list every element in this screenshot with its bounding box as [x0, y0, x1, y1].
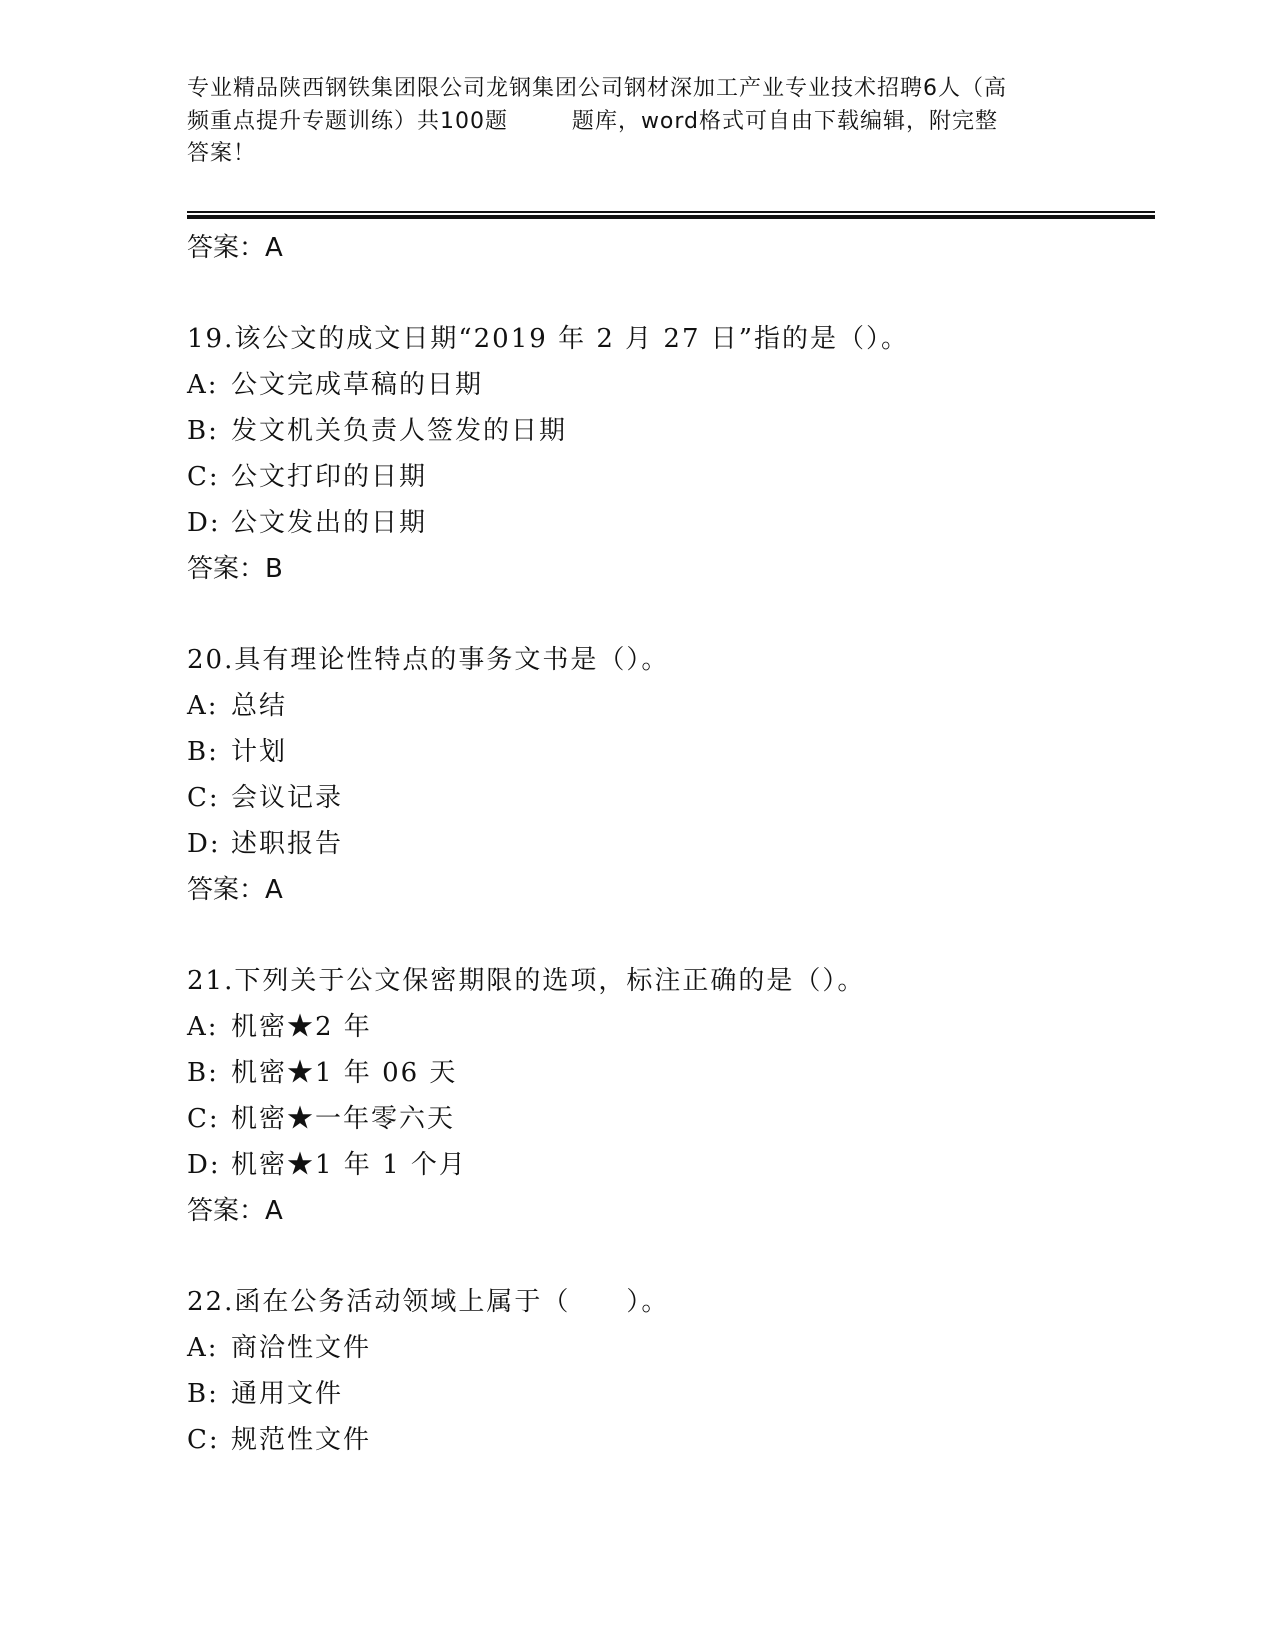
- option-b: [187, 1050, 1147, 1096]
- spacer: [187, 913, 1147, 958]
- option-text: 会议记录: [231, 783, 344, 813]
- option-text: 述职报告: [231, 829, 344, 859]
- option-letter: A:: [187, 370, 219, 400]
- spacer: [187, 1234, 1147, 1279]
- option-c: [187, 775, 1147, 821]
- option-text: 通用文件: [231, 1379, 344, 1409]
- option-a: [187, 362, 1147, 408]
- answer-line: 答案：A: [187, 875, 283, 905]
- option-d: [187, 1142, 1147, 1188]
- spacer: [187, 592, 1147, 637]
- header-divider-thick: [187, 215, 1155, 219]
- option-letter: D:: [187, 1150, 221, 1180]
- option-text: 机密★1 年 06 天: [231, 1058, 458, 1088]
- option-text: 商洽性文件: [231, 1333, 372, 1363]
- option-c: [187, 454, 1147, 500]
- header-line-3: 答案！: [187, 141, 257, 166]
- answer-line: 答案：B: [187, 554, 283, 584]
- option-d: [187, 500, 1147, 546]
- question-block: [187, 1279, 1147, 1463]
- option-text: 规范性文件: [231, 1425, 372, 1455]
- option-b: [187, 408, 1147, 454]
- question-text: 20.具有理论性特点的事务文书是（）。: [187, 645, 670, 675]
- option-letter: C:: [187, 1104, 220, 1134]
- option-letter: B:: [187, 737, 219, 767]
- option-letter: B:: [187, 1058, 219, 1088]
- question-text: 19.该公文的成文日期“2019 年 2 月 27 日”指的是（）。: [187, 324, 910, 354]
- option-text: 机密★1 年 1 个月: [231, 1150, 467, 1180]
- header-line-1: 专业精品陕西钢铁集团限公司龙钢集团公司钢材深加工产业专业技术招聘6人（高: [187, 76, 1007, 101]
- option-b: [187, 729, 1147, 775]
- question-block: [187, 637, 1147, 913]
- option-letter: C:: [187, 462, 220, 492]
- question-text: 22.函在公务活动领域上属于（ ）。: [187, 1287, 670, 1317]
- option-letter: A:: [187, 1333, 219, 1363]
- question-block: [187, 316, 1147, 592]
- option-text: 计划: [231, 737, 288, 767]
- option-c: [187, 1417, 1147, 1463]
- header-line-2: 频重点提升专题训练）共100题 题库，word格式可自由下载编辑，附完整: [187, 108, 999, 134]
- option-a: [187, 683, 1147, 729]
- option-b: [187, 1371, 1147, 1417]
- option-letter: C:: [187, 1425, 220, 1455]
- option-letter: D:: [187, 829, 221, 859]
- header-divider-thin: [187, 211, 1155, 213]
- questions-content: [187, 225, 1147, 1463]
- option-text: 公文打印的日期: [231, 462, 428, 492]
- option-text: 公文发出的日期: [231, 508, 428, 538]
- option-a: [187, 1325, 1147, 1371]
- answer-line: 答案：A: [187, 1196, 283, 1226]
- option-a: [187, 1004, 1147, 1050]
- question-text: 21.下列关于公文保密期限的选项，标注正确的是（）。: [187, 966, 866, 996]
- option-letter: B:: [187, 1379, 219, 1409]
- option-text: 机密★一年零六天: [231, 1104, 456, 1134]
- option-letter: A:: [187, 691, 219, 721]
- option-letter: C:: [187, 783, 220, 813]
- answer-line: 答案：A: [187, 233, 283, 263]
- option-letter: A:: [187, 1012, 219, 1042]
- document-header: [187, 73, 1087, 171]
- option-text: 发文机关负责人签发的日期: [231, 416, 568, 446]
- option-text: 机密★2 年: [231, 1012, 372, 1042]
- option-letter: B:: [187, 416, 219, 446]
- option-text: 公文完成草稿的日期: [231, 370, 484, 400]
- option-text: 总结: [231, 691, 288, 721]
- option-letter: D:: [187, 508, 221, 538]
- spacer: [187, 271, 1147, 316]
- option-d: [187, 821, 1147, 867]
- question-block: [187, 958, 1147, 1234]
- option-c: [187, 1096, 1147, 1142]
